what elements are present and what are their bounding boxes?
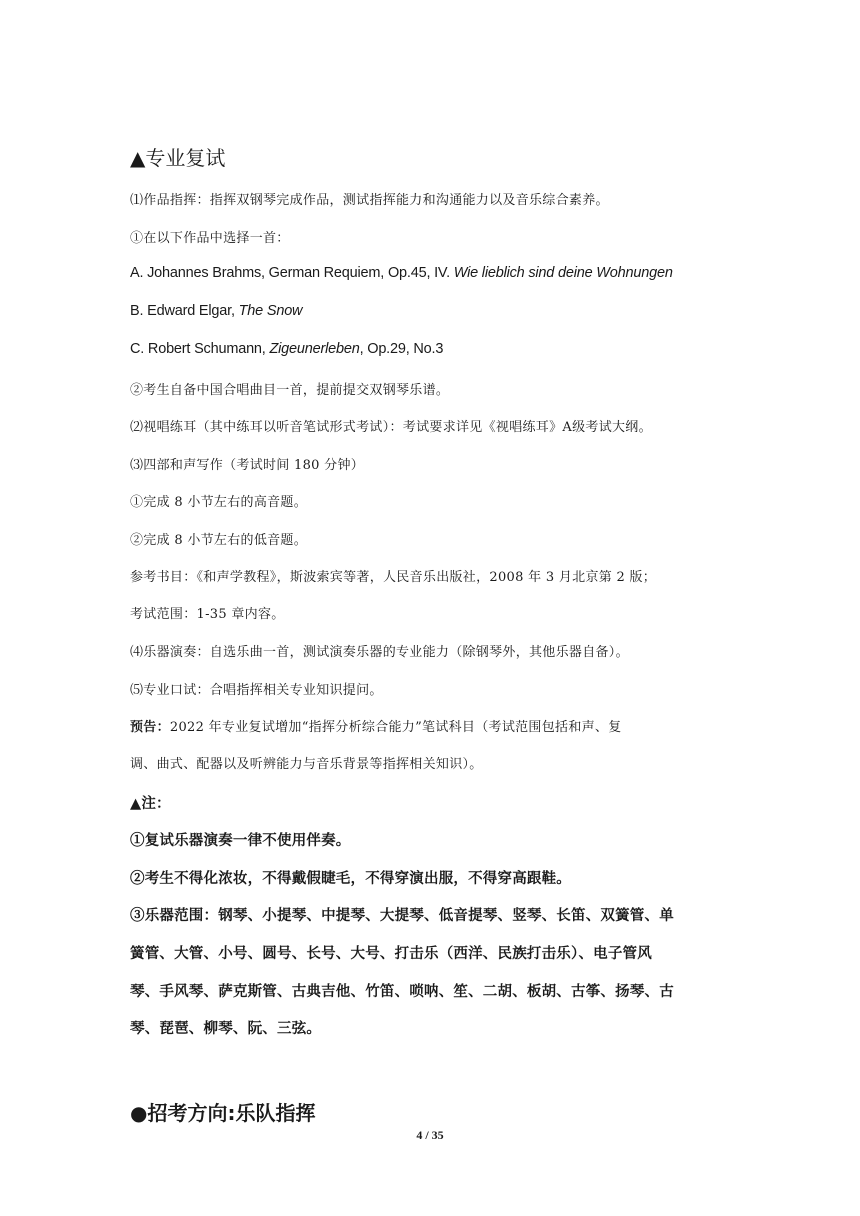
item-harmony-soprano: ①完成 8 小节左右的高音题。 bbox=[130, 495, 308, 510]
item-conducting-choose: ①在以下作品中选择一首： bbox=[130, 231, 290, 246]
notice-line-1 bbox=[130, 716, 622, 735]
work-option-b bbox=[130, 303, 302, 319]
item-harmony: ⑶四部和声写作（考试时间 180 分钟） bbox=[130, 458, 365, 473]
item-sight-singing: ⑵视唱练耳（其中练耳以听音笔试形式考试）：考试要求详见《视唱练耳》A级考试大纲。 bbox=[130, 420, 652, 435]
note-dress-code: ②考生不得化浓妆，不得戴假睫毛，不得穿演出服，不得穿高跟鞋。 bbox=[130, 870, 571, 887]
work-option-a bbox=[130, 265, 673, 281]
work-b-title: The Snow bbox=[238, 303, 303, 319]
note-no-accompaniment: ①复试乐器演奏一律不使用伴奏。 bbox=[130, 832, 351, 849]
item-oral-exam: ⑸专业口试：合唱指挥相关专业知识提问。 bbox=[130, 683, 383, 698]
note-instruments-line-2: 簧管、大管、小号、圆号、长号、大号、打击乐（西洋、民族打击乐）、电子管风 bbox=[130, 945, 652, 962]
section-heading: ▲专业复试 bbox=[130, 146, 226, 170]
notice-label: 预告： bbox=[130, 720, 170, 735]
next-section-heading: ●招考方向:乐队指挥 bbox=[130, 1101, 316, 1125]
work-c-title: Zigeunerleben bbox=[269, 341, 360, 357]
note-instruments-line-1: ③乐器范围：钢琴、小提琴、中提琴、大提琴、低音提琴、竖琴、长笛、双簧管、单 bbox=[130, 907, 674, 924]
notes-title: ▲注： bbox=[130, 795, 171, 812]
work-a-title: Wie lieblich sind deine Wohnungen bbox=[453, 265, 673, 281]
item-harmony-bass: ②完成 8 小节左右的低音题。 bbox=[130, 533, 308, 548]
item-conducting: ⑴作品指挥：指挥双钢琴完成作品，测试指挥能力和沟通能力以及音乐综合素养。 bbox=[130, 193, 609, 208]
notice-text-1: 2022 年专业复试增加“指挥分析综合能力”笔试科目（考试范围包括和声、复 bbox=[169, 720, 622, 735]
note-instruments-line-4: 琴、琵琶、柳琴、阮、三弦。 bbox=[130, 1020, 322, 1037]
page-number: 4 / 35 bbox=[416, 1128, 444, 1142]
work-c-opus: , Op.29, No.3 bbox=[359, 341, 444, 357]
item-chinese-choral: ②考生自备中国合唱曲目一首，提前提交双钢琴乐谱。 bbox=[130, 383, 450, 398]
reference-books: 参考书目：《和声学教程》，斯波索宾等著，人民音乐出版社，2008 年 3 月北京第 2 版； bbox=[130, 570, 657, 585]
work-option-c bbox=[130, 341, 443, 357]
notice-line-2: 调、曲式、配器以及听辨能力与音乐背景等指挥相关知识）。 bbox=[130, 757, 483, 772]
work-a-composer: A. Johannes Brahms, German Requiem, Op.45, IV. bbox=[130, 265, 454, 281]
work-c-composer: C. Robert Schumann, bbox=[130, 341, 270, 357]
exam-scope: 考试范围：1-35 章内容。 bbox=[130, 607, 285, 622]
note-instruments-line-3: 琴、手风琴、萨克斯管、古典吉他、竹笛、唢呐、笙、二胡、板胡、古筝、扬琴、古 bbox=[130, 983, 674, 1000]
item-instrument: ⑷乐器演奏：自选乐曲一首，测试演奏乐器的专业能力（除钢琴外，其他乐器自备）。 bbox=[130, 645, 629, 660]
work-b-composer: B. Edward Elgar, bbox=[130, 303, 239, 319]
